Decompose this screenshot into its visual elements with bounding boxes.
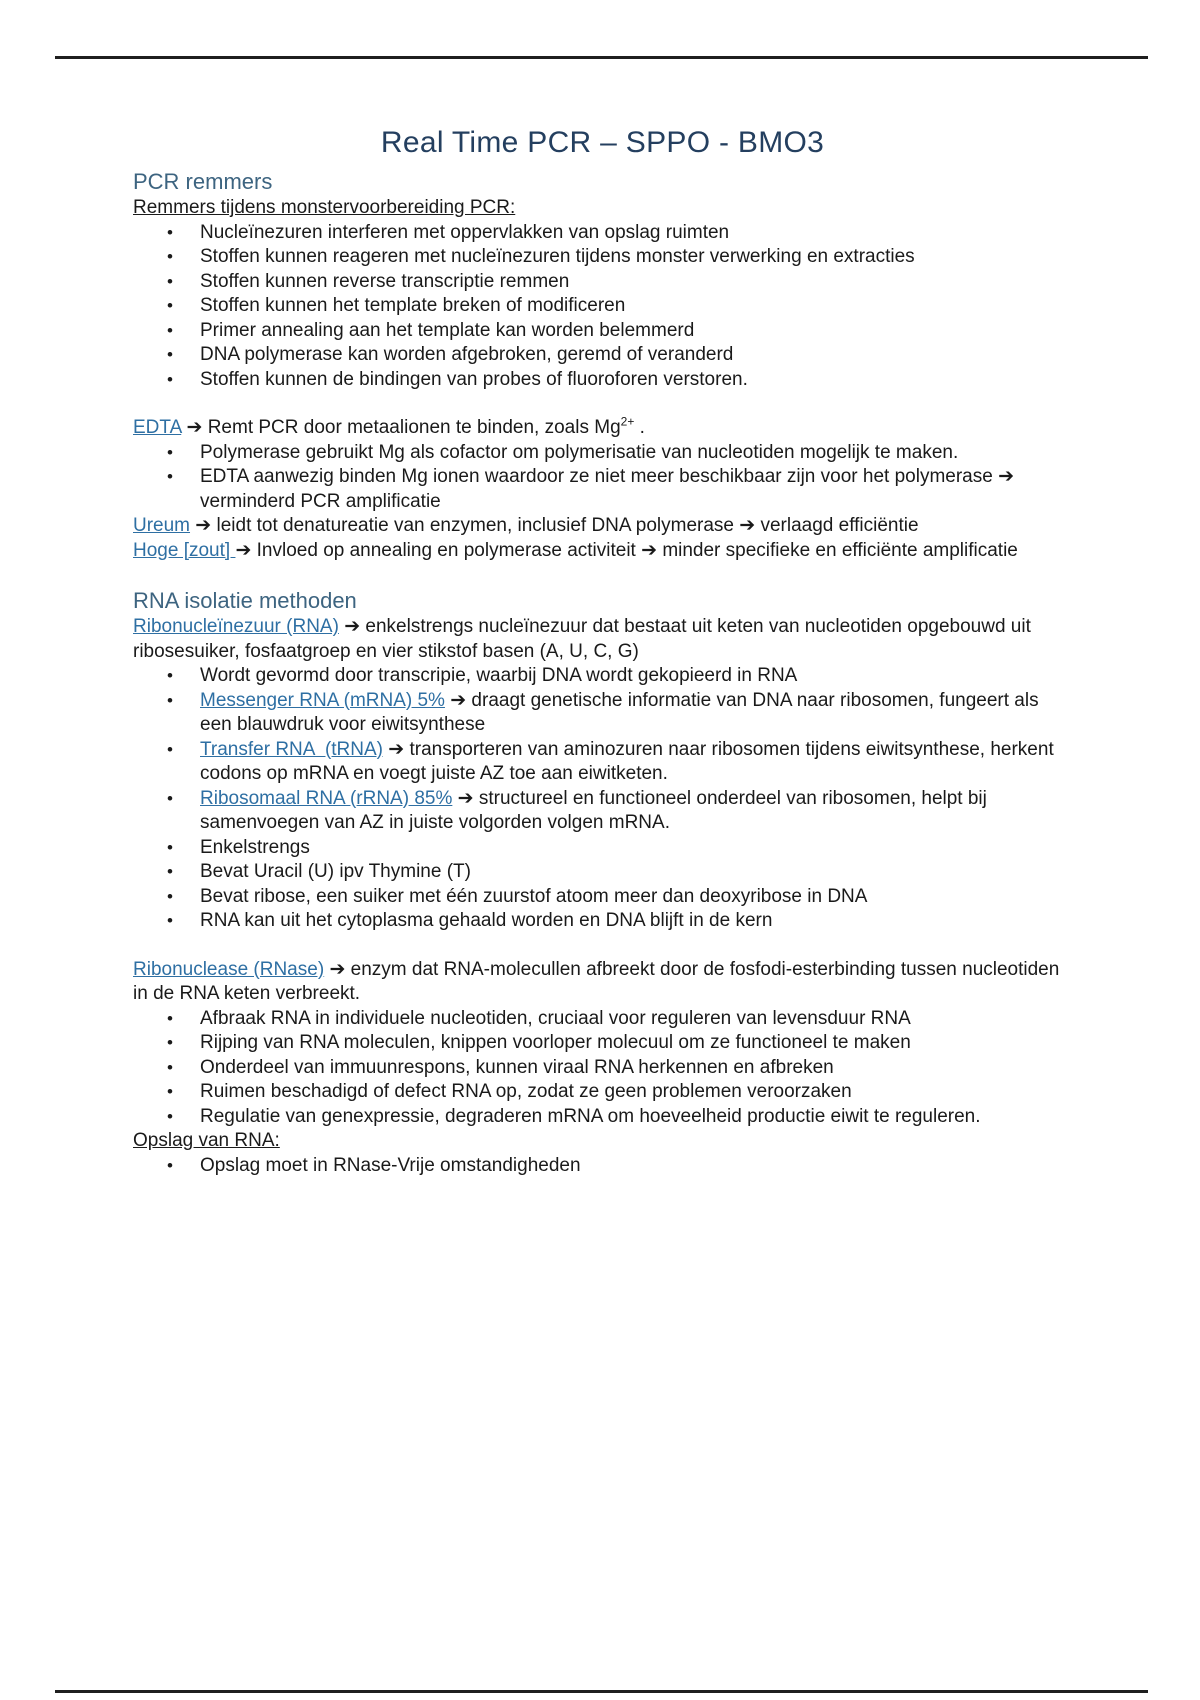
ribonucleinezuur-link[interactable]: Ribonucleïnezuur (RNA): [133, 616, 339, 637]
edta-list: [133, 441, 1072, 515]
list-item: [200, 689, 1072, 738]
rrna-link[interactable]: Ribosomaal RNA (rRNA) 85%: [200, 787, 453, 809]
list-item-text: Onderdeel van immuunrespons, kunnen viraal RNA herkennen en afbreken: [200, 1056, 834, 1078]
list-item-text: DNA polymerase kan worden afgebroken, geremd of veranderd: [200, 344, 734, 365]
rna-list: [133, 664, 1072, 934]
list-item: [200, 441, 1072, 466]
subheading-opslag: Opslag van RNA:: [133, 1130, 280, 1151]
list-item: [200, 1105, 1072, 1130]
list-item: [200, 1031, 1072, 1056]
list-item: [200, 465, 1072, 514]
text-run: ➔ leidt tot denatureatie van enzymen, inclusief DNA polymerase ➔ verlaagd efficiëntie: [195, 515, 919, 536]
section-heading-pcr-remmers: PCR remmers: [133, 169, 273, 194]
text-run: .: [634, 417, 645, 438]
list-item: [200, 221, 1072, 246]
text-run: ➔ enkelstrengs nucleïnezuur dat bestaat uit keten van nucleotiden opgebouwd uit ribosesuiker, fosfaatgroep en vier stikstof basen (A, U, C, G): [133, 616, 1031, 662]
text-run: ➔ enzym dat RNA-molecullen afbreekt door de fosfodi-esterbinding tussen nucleotiden in de RNA keten verbreekt.: [133, 958, 1060, 1004]
list-item-text: ➔ draagt genetische informatie van DNA naar ribosomen, fungeert als een blauwdruk voor eiwitsynthese: [200, 689, 1039, 735]
list-item-text: Stoffen kunnen het template breken of modificeren: [200, 295, 626, 316]
list-item-text: Bevat ribose, een suiker met één zuurstof atoom meer dan deoxyribose in DNA: [200, 885, 868, 907]
list-item-text: Ruimen beschadigd of defect RNA op, zodat ze geen problemen veroorzaken: [200, 1081, 852, 1102]
rna-intro-paragraph: [133, 615, 1072, 664]
spacer: [133, 392, 1072, 416]
section-heading-rna-isolatie: RNA isolatie methoden: [133, 588, 357, 613]
page-content: [133, 122, 1072, 1178]
list-item-text: Opslag moet in RNase-Vrije omstandigheden: [200, 1154, 581, 1176]
list-item: [200, 368, 1072, 393]
list-item-text: Rijping van RNA moleculen, knippen voorloper molecuul om ze functioneel te maken: [200, 1032, 911, 1053]
ureum-link[interactable]: Ureum: [133, 515, 191, 536]
list-item: [200, 909, 1072, 934]
list-item: [200, 343, 1072, 368]
text-run: ➔ Invloed op annealing en polymerase activiteit ➔ minder specifieke en efficiënte amplificatie: [235, 539, 1018, 561]
subheading-remmers: Remmers tijdens monstervoorbereiding PCR:: [133, 197, 516, 218]
list-item: [200, 245, 1072, 270]
superscript-2plus: 2+: [620, 414, 635, 429]
text-run: ➔ Remt PCR door metaalionen te binden, zoals Mg: [186, 417, 621, 438]
edta-link[interactable]: EDTA: [133, 417, 182, 438]
list-item-text: Polymerase gebruikt Mg als cofactor om polymerisatie van nucleotiden mogelijk te maken.: [200, 441, 959, 463]
list-item: [200, 664, 1072, 689]
list-item-text: RNA kan uit het cytoplasma gehaald worden en DNA blijft in de kern: [200, 910, 773, 931]
ureum-paragraph: [133, 514, 1072, 539]
list-item: [200, 787, 1072, 836]
list-item: [200, 836, 1072, 861]
bottom-rule: [55, 1690, 1148, 1693]
list-item: [200, 1154, 1072, 1179]
list-item: [200, 885, 1072, 910]
spacer: [133, 563, 1072, 587]
list-item-text: Regulatie van genexpressie, degraderen mRNA om hoeveelheid productie eiwit te reguleren.: [200, 1105, 981, 1127]
hoge-zout-link[interactable]: Hoge [zout]: [133, 539, 236, 561]
list-item-text: Enkelstrengs: [200, 836, 310, 858]
trna-link[interactable]: Transfer RNA (tRNA): [200, 738, 383, 760]
edta-paragraph: [133, 416, 1072, 441]
list-item: [200, 270, 1072, 295]
list-item-text: Primer annealing aan het template kan worden belemmerd: [200, 319, 695, 341]
list-item: [200, 860, 1072, 885]
list-item-text: Wordt gevormd door transcripie, waarbij DNA wordt gekopieerd in RNA: [200, 665, 798, 686]
list-item-text: Stoffen kunnen reverse transcriptie remmen: [200, 270, 570, 292]
list-item-text: Bevat Uracil (U) ipv Thymine (T): [200, 861, 471, 882]
list-item: [200, 1007, 1072, 1032]
rnase-list: [133, 1007, 1072, 1130]
opslag-list: [133, 1154, 1072, 1179]
mrna-link[interactable]: Messenger RNA (mRNA) 5%: [200, 689, 445, 711]
list-item: [200, 319, 1072, 344]
zout-paragraph: [133, 539, 1072, 564]
list-item-text: EDTA aanwezig binden Mg ionen waardoor ze niet meer beschikbaar zijn voor het polymerase ➔ verminderd PCR amplificatie: [200, 466, 1014, 512]
page-title: Real Time PCR – SPPO - BMO3: [380, 126, 825, 159]
list-item-text: ➔ transporteren van aminozuren naar ribosomen tijdens eiwitsynthese, herkent codons op mRNA en voegt juiste AZ toe aan eiwitketen.: [200, 738, 1054, 784]
list-item: [200, 294, 1072, 319]
list-item-text: ➔ structureel en functioneel onderdeel van ribosomen, helpt bij samenvoegen van AZ in juiste volgorden volgen mRNA.: [200, 787, 987, 833]
list-item-text: Afbraak RNA in individuele nucleotiden, cruciaal voor reguleren van levensduur RNA: [200, 1007, 911, 1029]
list-item-text: Stoffen kunnen reageren met nucleïnezuren tijdens monster verwerking en extracties: [200, 246, 915, 267]
list-item-text: Stoffen kunnen de bindingen van probes of fluoroforen verstoren.: [200, 368, 748, 390]
ribonuclease-link[interactable]: Ribonuclease (RNase): [133, 958, 325, 980]
list-item: [200, 738, 1072, 787]
list-item: [200, 1080, 1072, 1105]
top-rule: [55, 56, 1148, 59]
list-item-text: Nucleïnezuren interferen met oppervlakken van opslag ruimten: [200, 221, 730, 243]
spacer: [133, 934, 1072, 958]
rnase-paragraph: [133, 958, 1072, 1007]
pcr-remmers-list: [133, 221, 1072, 393]
list-item: [200, 1056, 1072, 1081]
